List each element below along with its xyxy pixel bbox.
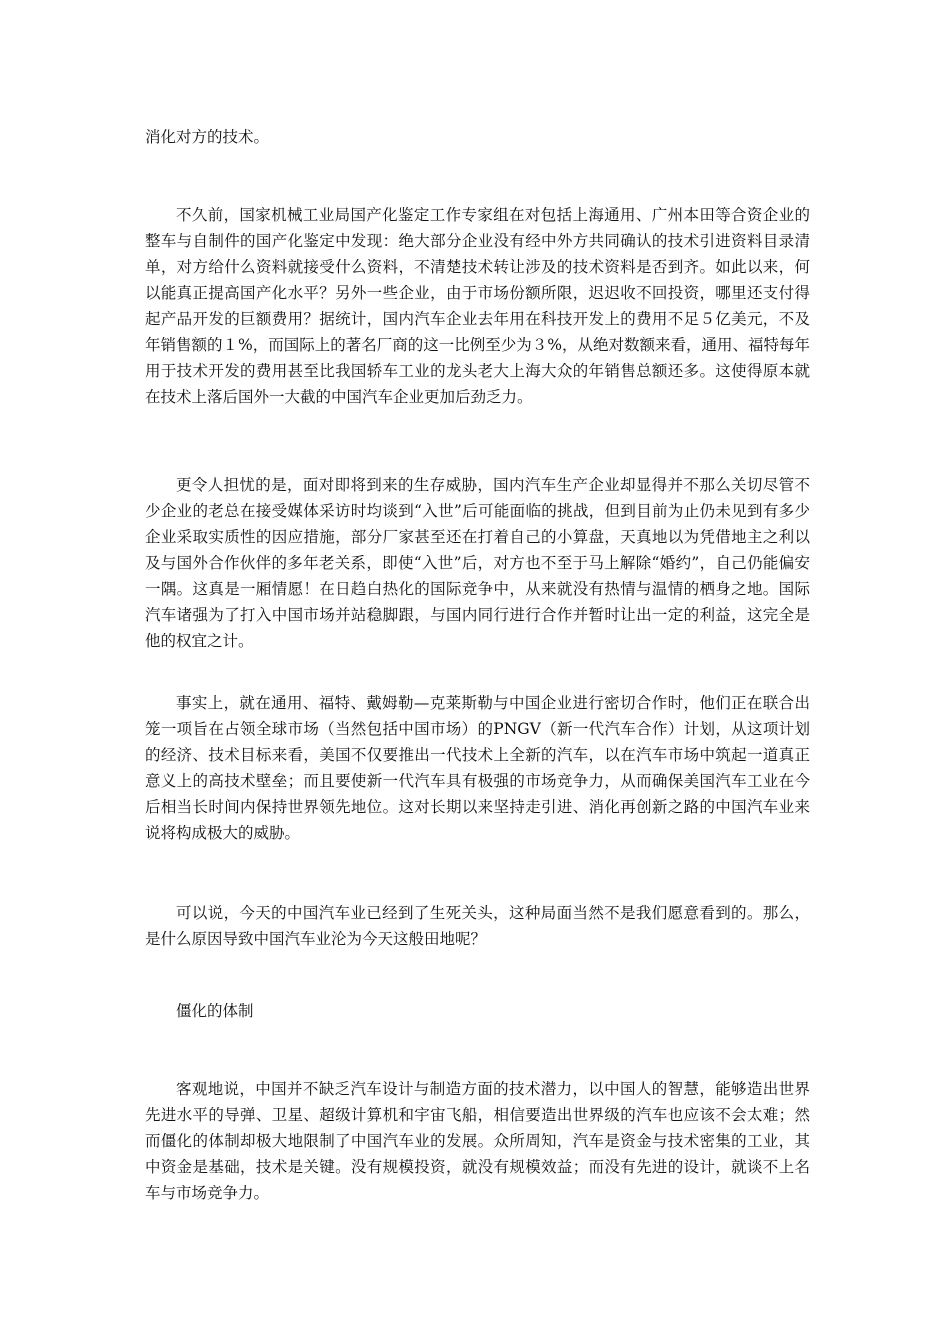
- paragraph-pngv-plan: 事实上，就在通用、福特、戴姆勒—克莱斯勒与中国企业进行密切合作时，他们正在联合出笼一项旨在占领全球市场（当然包括中国市场）的PNGV（新一代汽车合作）计划，从这项计划的经济、技术目标来看，美国不仅要推出一代技术上全新的汽车，以在汽车市场中筑起一道真正意义上的高技术壁垒；而且要使新一代汽车具有极强的市场竞争力，从而确保美国汽车工业在今后相当长时间内保持世界领先地位。这对长期以来坚持走引进、消化再创新之路的中国汽车业来说将构成极大的威胁。: [145, 694, 810, 842]
- paragraph-localization-inspection: 不久前，国家机械工业局国产化鉴定工作专家组在对包括上海通用、广州本田等合资企业的整车与自制件的国产化鉴定中发现：绝大部分企业没有经中外方共同确认的技术引进资料目录清单，对方给什么资料就接受什么资料，不清楚技术转让涉及的技术资料是否到齐。如此以来，何以能真正提高国产化水平？另外一些企业，由于市场份额所限，迟迟收不回投资，哪里还支付得起产品开发的巨额费用？据统计，国内汽车企业去年用在科技开发上的费用不足５亿美元，不及年销售额的１%，而国际上的著名厂商的这一比例至少为３%，从绝对数额来看，通用、福特每年用于技术开发的费用甚至比我国轿车工业的龙头老大上海大众的年销售总额还多。这使得原本就在技术上落后国外一大截的中国汽车企业更加后劲乏力。: [145, 206, 810, 406]
- paragraph-rigid-system: 客观地说，中国并不缺乏汽车设计与制造方面的技术潜力，以中国人的智慧，能够造出世界先进水平的导弹、卫星、超级计算机和宇宙飞船，相信要造出世界级的汽车也应该不会太难；然而僵化的体制却极大地限制了中国汽车业的发展。众所周知，汽车是资金与技术密集的工业，其中资金是基础，技术是关键。没有规模投资，就没有规模效益；而没有先进的设计，就谈不上名车与市场竞争力。: [145, 1080, 810, 1202]
- paragraph-critical-juncture: 可以说，今天的中国汽车业已经到了生死关头，这种局面当然不是我们愿意看到的。那么，是什么原因导致中国汽车业沦为今天这般田地呢？: [145, 904, 810, 948]
- section-heading: 僵化的体制: [176, 1002, 254, 1020]
- paragraph-industry-concern: 更令人担忧的是，面对即将到来的生存威胁，国内汽车生产企业却显得并不那么关切尽管不少企业的老总在接受媒体采访时均谈到“入世”后可能面临的挑战，但到目前为止仍未见到有多少企业采取实质性的因应措施，部分厂家甚至还在打着自己的小算盘，天真地以为凭借地主之利以及与国外合作伙伴的多年老关系，即使“入世”后，对方也不至于马上解除“婚约”，自己仍能偏安一隅。这真是一厢情愿！在日趋白热化的国际竞争中，从来就没有热情与温情的栖身之地。国际汽车诸强为了打入中国市场并站稳脚跟，与国内同行进行合作并暂时让出一定的利益，这完全是他的权宜之计。: [145, 476, 810, 650]
- paragraph-continuation: 消化对方的技术。: [145, 128, 270, 146]
